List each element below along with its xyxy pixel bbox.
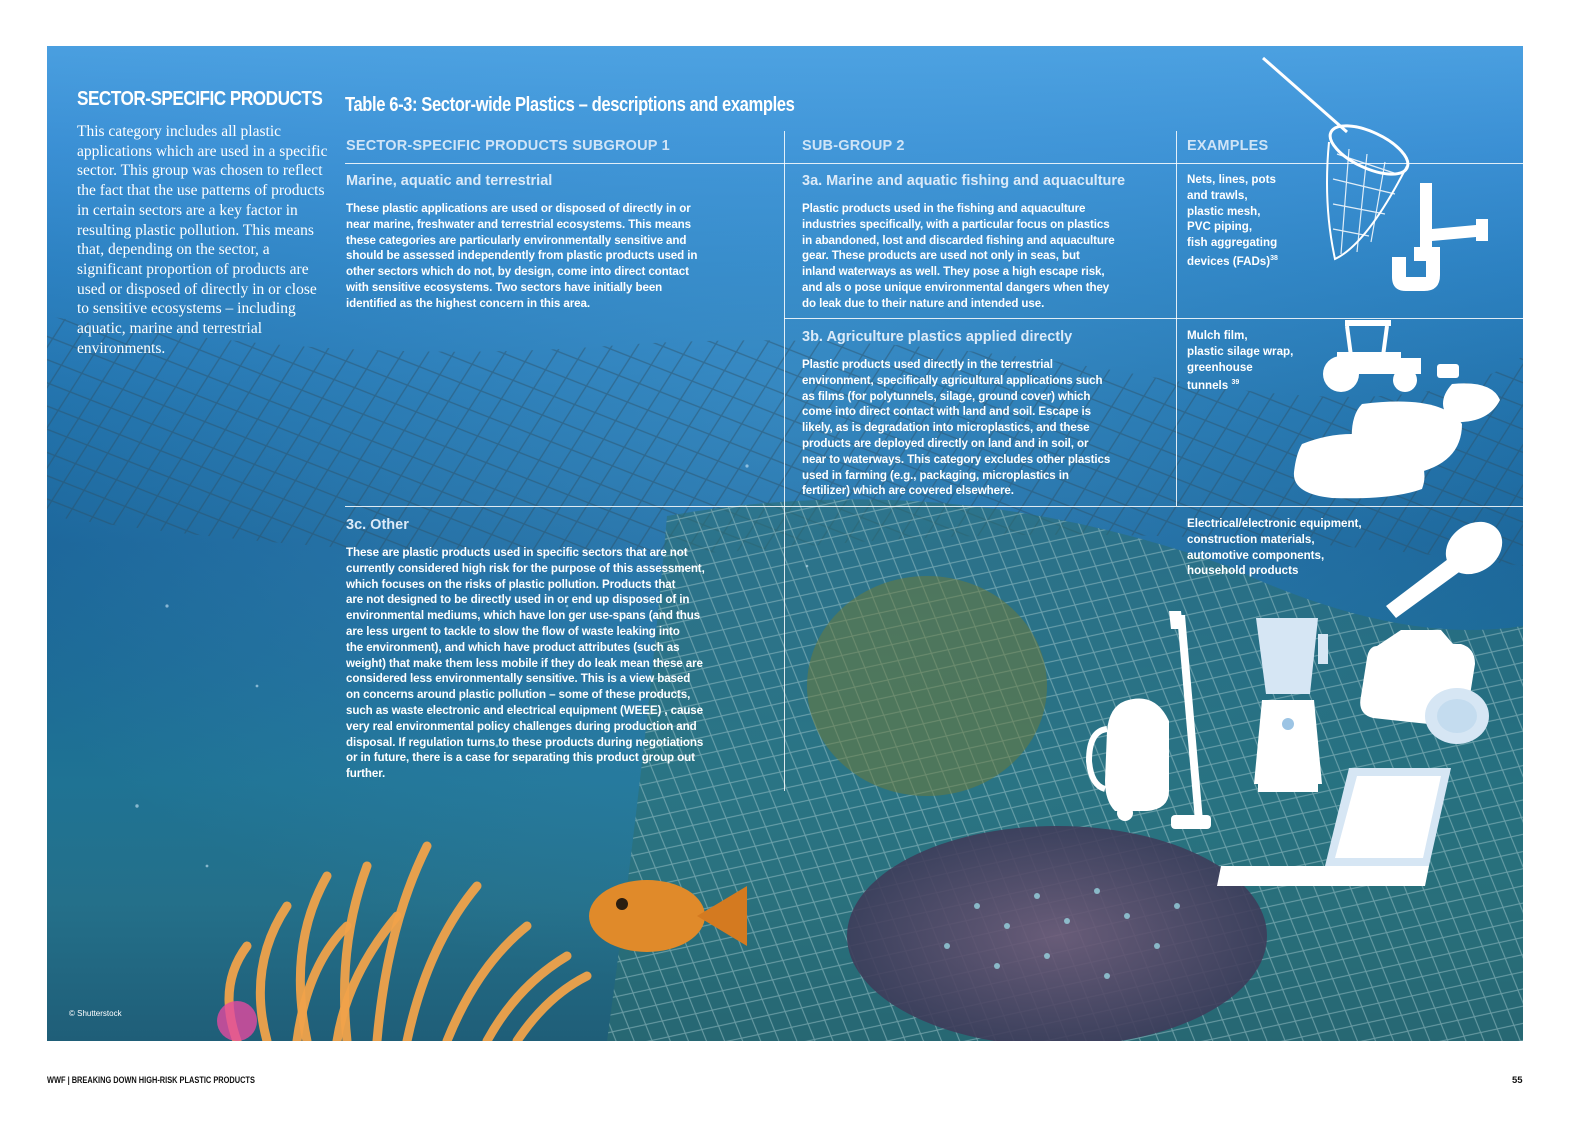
row-3b-examples-text: Mulch film, plastic silage wrap, greenhouse tunnels [1187, 329, 1294, 393]
table-row-rule-2 [345, 506, 1523, 507]
row-3a-body: Plastic products used in the fishing and aquaculture industries specifically, with a particular focus on plastics in abandoned, lost and discarded fishing and aquaculture gear. These products are used not only in seas, but inland waterways as well. They pose a high escape risk, and als o pose unique environmental dangers when they do leak due to their nature and intended use. [802, 202, 1115, 310]
column-header-subgroup1: SECTOR-SPECIFIC PRODUCTS SUBGROUP 1 [346, 138, 670, 154]
row-3a-examples-text: Nets, lines, pots and trawls, plastic mesh, PVC piping, fish aggregating devices (FADs) [1187, 173, 1278, 268]
page-number: 55 [1512, 1075, 1523, 1086]
row-3b-title: 3b. Agriculture plastics applied directly [802, 329, 1073, 345]
column-header-subgroup2: SUB-GROUP 2 [802, 138, 905, 154]
silage-bales-icon [1292, 364, 1507, 500]
photo-credit: © Shutterstock [69, 1009, 122, 1018]
subgroup1-title: Marine, aquatic and terrestrial [346, 173, 553, 189]
table-title: Table 6-3: Sector-wide Plastics – descriptions and examples [345, 94, 795, 116]
table-divider-1 [784, 131, 785, 791]
laptop-icon [1217, 764, 1457, 890]
column-header-examples: EXAMPLES [1187, 138, 1269, 154]
sidebar-body: This category includes all plastic applications which are used in a specific sector. This group was chosen to reflect the fact that the use patterns of products in certain sectors are a key factor in resulting plastic pollution. This means that, depending on the sector, a significant proportion of products are used or disposed of directly in or close to sensitive ecosystems – including aquatic, marine and terrestrial environments. [77, 123, 328, 357]
row-3b-body: Plastic products used directly in the terrestrial environment, specifically agricultural applications such as films (for polytunnels, silage, ground cover) which come into direct contact with land and soil. Escape is likely, as is degradation into microplastics, and these products are deployed directly on land and in soil, or near to waterways. This category excludes other plastics used in farming (e.g., packaging, microplastics in fertilizer) which are covered elsewhere. [802, 358, 1111, 498]
row-3c-examples: Electrical/electronic equipment, construction materials, automotive components, household products [1187, 517, 1362, 578]
footer-publication: WWF | BREAKING DOWN HIGH-RISK PLASTIC PRODUCTS [47, 1075, 255, 1086]
hairdryer-icon [1382, 514, 1507, 624]
camera-icon [1357, 628, 1492, 748]
pipe-icon [1392, 179, 1492, 297]
row-3a-ref: 38 [1270, 254, 1278, 262]
row-3c-title: 3c. Other [346, 517, 409, 533]
row-3c-body: These are plastic products used in specific sectors that are not currently considered high risk for the purpose of this assessment, which focuses on the risks of plastic pollution. Products that are not designed to be directly used in or end up disposed of in environmental mediums, which have lon ger use-spans (and thus are less urgent to tackle to slow the flow of waste leaking into the environment), and which have product attributes (such as weight) that make them less mobile if they do leak mean these are considered less environmentally sensitive. This is a view based on concerns around plastic pollution – some of these products, such as waste electronic and electrical equipment (WEEE) , cause very real environmental policy challenges during production and disposal. If regulation turns to these products during negotiations or in future, there is a case for separating this product group out further. [346, 546, 705, 781]
subgroup1-body: These plastic applications are used or disposed of directly in or near marine, freshwater and terrestrial ecosystems. This means these categories are particularly environmentally sensitive and should be assessed independently from plastic products used in other sectors which do not, by design, come into direct contact with sensitive ecosystems. Two sectors have initially been identified as the highest concern in this area. [346, 202, 698, 310]
row-3a-title: 3a. Marine and aquatic fishing and aquaculture [802, 173, 1126, 189]
vacuum-cleaner-icon [1085, 611, 1215, 851]
photo-panel [47, 46, 1523, 1041]
sidebar-title: SECTOR-SPECIFIC PRODUCTS [77, 88, 323, 110]
row-3b-ref: 39 [1231, 379, 1240, 387]
